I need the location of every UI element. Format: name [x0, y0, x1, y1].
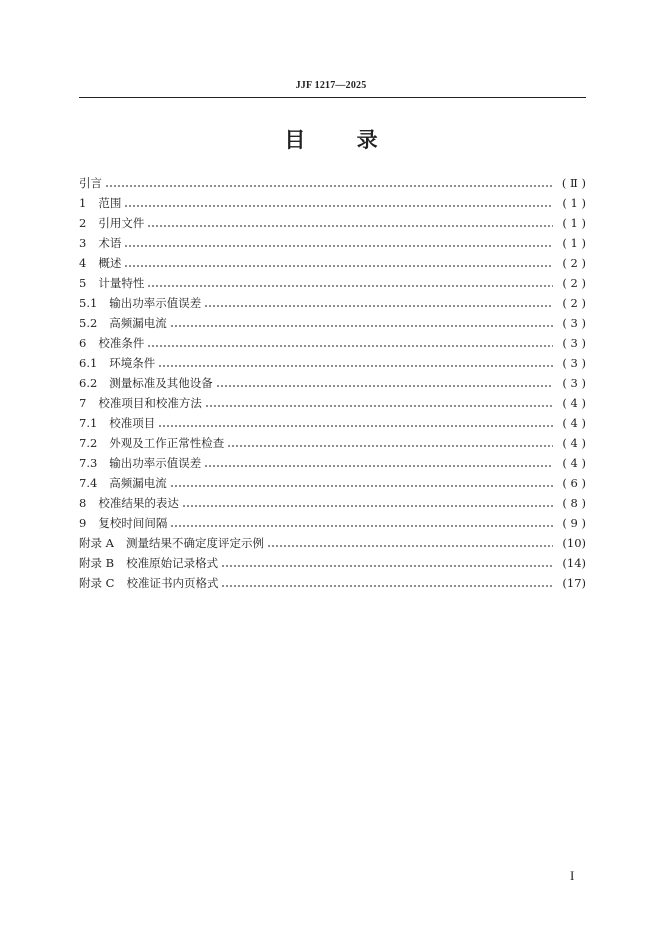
toc-entry — [79, 393, 586, 413]
dot-leader — [124, 233, 553, 253]
toc-entry — [79, 413, 586, 433]
toc-entry-number: 3 — [79, 236, 87, 250]
page-title: 目 录 — [284, 127, 378, 152]
toc-entry — [79, 253, 586, 273]
toc-entry-page: (14) — [562, 556, 586, 570]
toc-entry-page: ( 3 ) — [562, 316, 586, 330]
toc-entry-title: 输出功率示值误差 — [109, 456, 202, 470]
toc-entry-title: 高频漏电流 — [109, 316, 167, 330]
toc-entry — [79, 573, 586, 593]
dot-leader — [147, 273, 553, 293]
toc-entry-title: 引用文件 — [98, 216, 145, 230]
toc-entry-number: 6 — [79, 336, 87, 350]
toc-entry-title: 校准条件 — [98, 336, 145, 350]
toc-entry-number: 附录 B — [79, 556, 115, 570]
toc-entry — [79, 453, 586, 473]
toc-entry-number: 6.1 — [79, 356, 98, 370]
dot-leader — [147, 213, 553, 233]
dot-leader — [267, 533, 553, 553]
toc-entry-title: 计量特性 — [98, 276, 145, 290]
toc-entry-number: 附录 A — [79, 536, 114, 550]
toc-entry-page: ( 3 ) — [562, 336, 586, 350]
dot-leader — [158, 413, 553, 433]
toc-entry-title: 术语 — [98, 236, 122, 250]
toc-entry-title: 测量结果不确定度评定示例 — [125, 536, 264, 550]
toc-entry-number: 5.2 — [79, 316, 98, 330]
dot-leader — [170, 473, 553, 493]
toc-entry-number: 5 — [79, 276, 87, 290]
toc-entry — [79, 293, 586, 313]
page-number: I — [570, 868, 575, 883]
dot-leader — [170, 313, 553, 333]
toc-entry — [79, 533, 586, 553]
toc-entry-number: 7.3 — [79, 456, 98, 470]
toc-entry — [79, 173, 586, 193]
toc-entry-title: 环境条件 — [109, 356, 156, 370]
toc-entry-page: ( 2 ) — [562, 276, 586, 290]
running-header-standard-code: JJF 1217—2025 — [295, 80, 367, 91]
toc-entry-page: ( 2 ) — [562, 296, 586, 310]
toc-entry-number: 7 — [79, 396, 87, 410]
toc-entry-page: ( 9 ) — [562, 516, 586, 530]
toc-entry-title: 输出功率示值误差 — [109, 296, 202, 310]
toc-entry — [79, 353, 586, 373]
toc-entry-page: ( 1 ) — [562, 216, 586, 230]
toc-entry-page: (17) — [562, 576, 586, 590]
toc-entry-page: ( 4 ) — [562, 436, 586, 450]
toc-entry-title: 校准结果的表达 — [98, 496, 179, 510]
toc-entry — [79, 373, 586, 393]
toc-entry-page: ( 2 ) — [562, 256, 586, 270]
toc-entry — [79, 433, 586, 453]
toc-entry — [79, 513, 586, 533]
toc-entry-title: 校准项目和校准方法 — [98, 396, 202, 410]
toc-entry — [79, 273, 586, 293]
toc-entry-number: 7.2 — [79, 436, 98, 450]
dot-leader — [124, 253, 553, 273]
toc-entry-number: 1 — [79, 196, 87, 210]
toc-entry — [79, 553, 586, 573]
toc-entry-title: 校准原始记录格式 — [126, 556, 219, 570]
toc-entry — [79, 213, 586, 233]
toc-entry-page: ( 4 ) — [562, 456, 586, 470]
toc-entry-number: 8 — [79, 496, 87, 510]
dot-leader — [170, 513, 553, 533]
toc-entry-page: ( 3 ) — [562, 356, 586, 370]
header-rule — [79, 97, 586, 98]
toc-entry-number: 附录 C — [79, 576, 115, 590]
dot-leader — [205, 393, 553, 413]
toc-entry-title: 概述 — [98, 256, 122, 270]
toc-entry-number: 4 — [79, 256, 87, 270]
toc-entry-page: ( 1 ) — [562, 196, 586, 210]
toc-entry-number: 7.1 — [79, 416, 98, 430]
toc-entry-title: 引言 — [79, 176, 102, 190]
toc-entry-page: ( Ⅱ ) — [561, 176, 586, 190]
toc-entry-number: 6.2 — [79, 376, 98, 390]
table-of-contents — [79, 173, 586, 593]
toc-entry — [79, 333, 586, 353]
dot-leader — [221, 573, 553, 593]
toc-entry-page: ( 8 ) — [562, 496, 586, 510]
toc-entry-title: 测量标准及其他设备 — [109, 376, 213, 390]
toc-entry-number: 5.1 — [79, 296, 98, 310]
toc-entry-title: 校准证书内页格式 — [126, 576, 219, 590]
toc-entry-number: 2 — [79, 216, 87, 230]
toc-entry — [79, 233, 586, 253]
toc-entry — [79, 313, 586, 333]
toc-entry-page: ( 1 ) — [562, 236, 586, 250]
toc-entry-page: ( 6 ) — [562, 476, 586, 490]
toc-entry-title: 高频漏电流 — [109, 476, 167, 490]
toc-entry-title: 范围 — [98, 196, 122, 210]
dot-leader — [221, 553, 553, 573]
dot-leader — [204, 453, 553, 473]
dot-leader — [216, 373, 553, 393]
toc-entry-page: ( 4 ) — [562, 416, 586, 430]
dot-leader — [158, 353, 553, 373]
toc-entry-number: 9 — [79, 516, 87, 530]
toc-entry-number: 7.4 — [79, 476, 98, 490]
toc-entry-page: (10) — [562, 536, 586, 550]
toc-entry — [79, 193, 586, 213]
dot-leader — [204, 293, 553, 313]
toc-entry-page: ( 3 ) — [562, 376, 586, 390]
toc-entry — [79, 473, 586, 493]
toc-entry — [79, 493, 586, 513]
toc-entry-page: ( 4 ) — [562, 396, 586, 410]
toc-entry-title: 校准项目 — [109, 416, 156, 430]
toc-entry-title: 复校时间间隔 — [98, 516, 168, 530]
dot-leader — [227, 433, 553, 453]
dot-leader — [105, 173, 553, 193]
dot-leader — [147, 333, 553, 353]
dot-leader — [124, 193, 553, 213]
toc-entry-title: 外观及工作正常性检查 — [109, 436, 225, 450]
dot-leader — [182, 493, 553, 513]
